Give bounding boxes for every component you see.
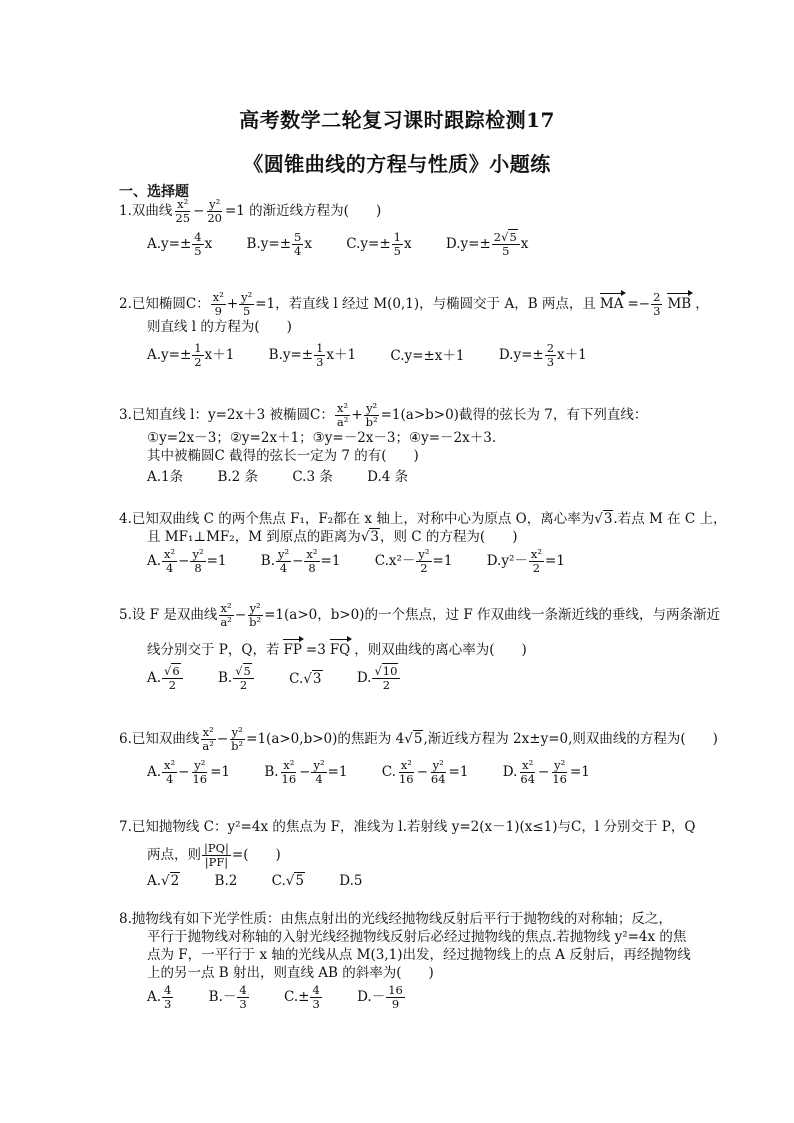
- question-7-options: [119, 871, 709, 890]
- fraction: $\frac{\text{y²}}{20}$: [207, 197, 222, 225]
- question-8-options: [119, 984, 709, 1011]
- option-a: A.y=± $\frac{4}{5}$ x: [147, 230, 213, 258]
- document-subtitle: 《圆锥曲线的方程与性质》小题练: [243, 152, 551, 176]
- option-a: A.√2: [147, 872, 180, 889]
- section-heading: 一、选择题: [119, 184, 189, 200]
- option-d: D. $\frac{√10}{2}$: [357, 665, 402, 692]
- vector-mb: MB: [667, 291, 691, 313]
- option-c: C.y=±x＋1: [390, 347, 465, 364]
- document-title: 高考数学二轮复习课时跟踪检测17: [239, 108, 555, 132]
- option-c: C.√3: [289, 670, 322, 687]
- option-a: A.1条: [147, 468, 184, 485]
- option-a: A. $\frac{\text{x²}}{4}$ − $\frac{\text{y²}}{16}$ =1: [147, 758, 231, 786]
- question-5: 5.设 F 是双曲线 $\frac{\text{x²}}{\text{a²}}$ − $\frac{\text{y²}}{\text{b²}}$ =1(a>0，b>0)的一个焦点，过 F 作双曲线一条渐近线的垂线，与两条渐近 线分别交于 P，Q，若 FP =3 FQ ，则双曲线的离心率为( ) A. $\frac{√6}{2}$ B. $\frac{√5}{2}$ C.√3 D. $\frac{√10}{2}$: [119, 601, 720, 692]
- option-a: A. $\frac{\text{x²}}{4}$ − $\frac{\text{y²}}{8}$ =1: [147, 547, 227, 575]
- question-6: [119, 725, 718, 786]
- question-4-stem: 4.已知双曲线 C 的两个焦点 F₁，F₂都在 x 轴上，对称中心为原点 O，离心率为√3.若点 M 在 C 上，: [119, 511, 727, 527]
- question-5-stem: 5.设 F 是双曲线 $\frac{\text{x²}}{\text{a²}}$ − $\frac{\text{y²}}{\text{b²}}$ =1(a>0，b>0)的一个焦点，过 F 作双曲线一条渐近线的垂线，与两条渐近: [119, 601, 720, 629]
- vector-fq: FQ: [330, 637, 350, 659]
- option-d: D.y²－ $\frac{\text{x²}}{2}$ =1: [486, 547, 565, 575]
- vector-fp: FP: [283, 637, 301, 659]
- option-b: B.y=± $\frac{1}{3}$ x＋1: [268, 341, 357, 369]
- option-c: C.± $\frac{4}{3}$: [284, 983, 320, 1011]
- question-3-stem: 3.已知直线 l：y=2x＋3 被椭圆C： $\frac{\text{x²}}{\text{a²}}$ + $\frac{\text{y²}}{\text{b²}}$ =1(a>b>0)截得的弦长为 7，有下列直线：: [119, 401, 648, 429]
- question-4: 4.已知双曲线 C 的两个焦点 F₁，F₂都在 x 轴上，对称中心为原点 O，离心率为√3.若点 M 在 C 上， 且 MF₁⊥MF₂，M 到原点的距离为√3，则 C 的方程为( ) A. $\frac{\text{x²}}{4}$ − $\frac{\text{y²}}{8}$ =1 B. $\frac{\text{y²}}{4}$ − $\frac{\text{x²}}{8}$ =1 C.x²－ $\frac{\text{y²}}{2}$ =1 D.y²－ $\frac{\text{x²}}{2}$ =1: [119, 511, 727, 575]
- vector-ma: MA: [600, 291, 624, 313]
- option-d: D.－ $\frac{16}{9}$: [357, 983, 403, 1011]
- question-3-options: [119, 467, 709, 486]
- question-2: 2.已知椭圆C： $\frac{\text{x²}}{9}$ + $\frac{\text{y²}}{5}$ =1，若直线 l 经过 M(0,1)，与椭圆交于 A，B 两点，且 MA =− $\frac{2}{3}$ MB ， 则直线 l 的方程为( ) A.y=± $\frac{1}{2}$ x＋1 B.y=± $\frac{1}{3}$ x＋1 C.y=±x＋1 D.y=± $\frac{2}{3}$ x＋1: [119, 290, 709, 369]
- option-b: B.2: [214, 872, 238, 889]
- question-7-stem: 7.已知抛物线 C：y²=4x 的焦点为 F，准线为 l.若射线 y=2(x－1)(x≤1)与C，l 分别交于 P，Q: [119, 819, 696, 835]
- option-b: B. $\frac{\text{y²}}{4}$ − $\frac{\text{x²}}{8}$ =1: [260, 547, 341, 575]
- question-8: 8.抛物线有如下光学性质：由焦点射出的光线经抛物线反射后平行于抛物线的对称轴；反之， 平行于抛物线对称轴的入射光线经抛物线反射后必经过抛物线的焦点.若抛物线 y²=4x 的焦 点为 F，一平行于 x 轴的光线从点 M(3,1)出发，经过抛物线上的点 A 反射后，再经抛物线 上的另一点 B 射出，则直线 AB 的斜率为( ) A. $\frac{4}{3}$ B.－ $\frac{4}{3}$ C.± $\frac{4}{3}$ D.－ $\frac{16}{9}$: [119, 910, 709, 1011]
- option-d: D.5: [339, 872, 363, 889]
- option-b: B. $\frac{\text{x²}}{16}$ − $\frac{\text{y²}}{4}$ =1: [264, 758, 348, 786]
- option-a: A.y=± $\frac{1}{2}$ x＋1: [147, 341, 235, 369]
- option-a: A. $\frac{√6}{2}$: [147, 665, 184, 692]
- question-5-options: [119, 665, 709, 692]
- option-b: B. $\frac{√5}{2}$: [218, 665, 255, 692]
- question-1-options: [119, 231, 709, 258]
- option-a: A. $\frac{4}{3}$: [147, 983, 172, 1011]
- fraction: $\frac{\text{x²}}{25}$: [175, 197, 191, 225]
- option-d: D.y=± $\frac{2√5}{5}$ x: [445, 230, 529, 258]
- question-6-stem: 6.已知双曲线 $\frac{\text{x²}}{\text{a²}}$ − $\frac{\text{y²}}{\text{b²}}$ =1(a>0,b>0)的焦距为 4√5,渐近线方程为 2x±y=0,则双曲线的方程为( ): [119, 725, 718, 753]
- question-8-stem: 8.抛物线有如下光学性质：由焦点射出的光线经抛物线反射后平行于抛物线的对称轴；反之，: [119, 911, 672, 927]
- question-3: 3.已知直线 l：y=2x＋3 被椭圆C： $\frac{\text{x²}}{\text{a²}}$ + $\frac{\text{y²}}{\text{b²}}$ =1(a>b>0)截得的弦长为 7，有下列直线： ①y=2x－3；②y=2x＋1；③y=－2x－3；④y=－2x＋3. 其中被椭圆C 截得的弦长一定为 7 的有( ) A.1条 B.2 条 C.3 条 D.4 条: [119, 402, 709, 486]
- question-2-options: [119, 342, 709, 369]
- question-1: [119, 198, 709, 258]
- option-c: C.√5: [271, 872, 304, 889]
- option-c: C.x²－ $\frac{\text{y²}}{2}$ =1: [374, 547, 453, 575]
- option-c: C.3 条: [292, 468, 333, 485]
- option-b: B.－ $\frac{4}{3}$: [208, 983, 247, 1011]
- option-d: D. $\frac{\text{x²}}{64}$ − $\frac{\text{y²}}{16}$ =1: [502, 758, 590, 786]
- question-4-options: [119, 548, 709, 575]
- option-b: B.y=± $\frac{5}{4}$ x: [246, 230, 312, 258]
- option-c: C.y=± $\frac{1}{5}$ x: [346, 230, 412, 258]
- option-b: B.2 条: [217, 468, 259, 485]
- question-2-stem: 2.已知椭圆C： $\frac{\text{x²}}{9}$ + $\frac{\text{y²}}{5}$ =1，若直线 l 经过 M(0,1)，与椭圆交于 A，B 两点，且 MA =− $\frac{2}{3}$ MB ，: [119, 290, 709, 318]
- option-d: D.y=± $\frac{2}{3}$ x＋1: [498, 341, 587, 369]
- question-6-options: [119, 759, 709, 786]
- option-c: C. $\frac{\text{x²}}{16}$ − $\frac{\text{y²}}{64}$ =1: [381, 758, 469, 786]
- option-d: D.4 条: [367, 468, 409, 485]
- question-1-stem: 1.双曲线 $\frac{\text{x²}}{25}$ − $\frac{\text{y²}}{20}$ =1 的渐近线方程为( ): [119, 197, 382, 225]
- question-7: 7.已知抛物线 C：y²=4x 的焦点为 F，准线为 l.若射线 y=2(x－1)(x≤1)与C，l 分别交于 P，Q 两点，则 $\frac{|PQ|}{|PF|}$ =( ) A.√2 B.2 C.√5 D.5: [119, 818, 709, 890]
